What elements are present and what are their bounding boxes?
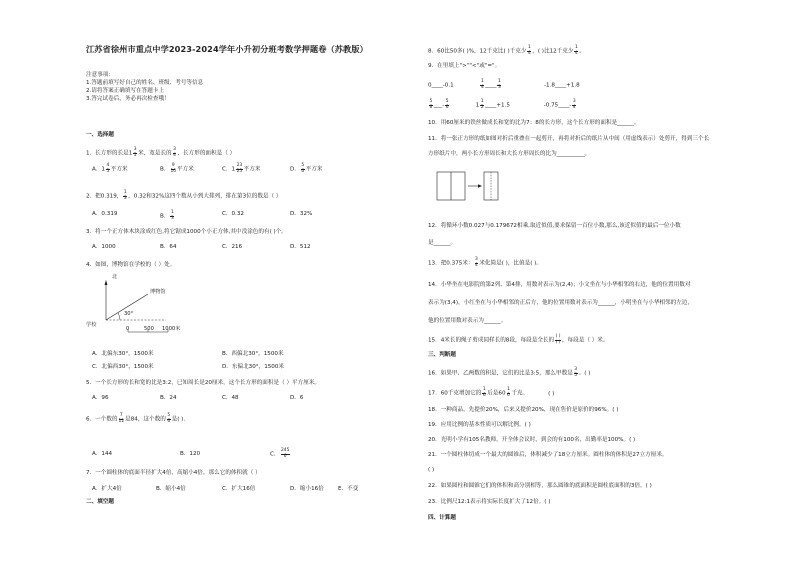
section-heading-fill: 二、填空题 — [86, 499, 114, 505]
question-21-line-2: ( ) — [428, 467, 435, 473]
question-2: 2．把0.319， $\frac{1}{3}$ ，0.32和32%这四个数从小到大排列，排在第3位的数是（ ） — [86, 190, 282, 201]
q7-option-d: D．缩小16倍 — [290, 486, 324, 492]
question-3: 3．将一个正方体木块涂成红色,将它锯成1000个小正方体,其中没涂色的有( )个。 — [86, 229, 287, 235]
arrow-right-icon — [478, 184, 482, 187]
q9-row-1: 0____-0.1 $\frac{1}{4}$ ____ $\frac{1}{3}$ -1.8____+1.8 — [428, 79, 580, 90]
question-14-line-2: 表示为(3,4)，小红坐在与小华相邻的正后方，他的位置用数对表示为______，小明坐在与小华相邻的左边， — [428, 300, 693, 306]
north-arrow-icon — [105, 280, 108, 285]
question-14-line-1: 14．小华坐在电影院的第2列、第4排，用数对表示为(2,4)；小文坐在与小华相邻的右边，他的位置用数对 — [428, 282, 691, 288]
q7-option-a: A．扩大4倍 — [92, 486, 122, 492]
q3-option-b: B．64 — [160, 244, 177, 250]
question-13: 13．把0.375米： $\frac{3}{4}$ 米化简是( )，比值是( )。 — [428, 257, 542, 268]
q11-fold-diagram — [436, 168, 520, 206]
question-5: 5．一个长方形的长和宽的比是3:2，已知周长是20厘米，这个长方形的面积是（ ）平方厘米。 — [86, 380, 321, 386]
q1-text: ，长方形的面积是（ ） — [177, 150, 236, 157]
section-heading-choice: 一、选择题 — [86, 132, 114, 138]
question-16: 16．如果甲、乙两数的积是，它们的比是3:5，那么甲数是 $\frac{3}{5}$ 。( ) — [428, 367, 591, 378]
question-15: 15．4米长的绳子剪成同样长的8段，每段是全长的 $\frac{( )}{( )}$ ，每段是（ ）米。 — [428, 334, 609, 345]
scale-label-1000: 1000米 — [162, 326, 181, 332]
notes-item: 2.请将答案正确填写在答题卡上 — [86, 88, 165, 94]
q4-option-c: C．北偏西30°，1500米 — [92, 364, 154, 370]
question-8: 8．60比50多( )%，12千克比( )千克少 $\frac{1}{4}$ ，( )比12千克少 $\frac{1}{4}$ 。 — [428, 45, 585, 56]
section-heading-judge: 三、判断题 — [428, 352, 456, 358]
question-6: 6．一个数的 $\frac{7}{12}$ 是84，这个数的 $\frac{5}{6}$ 是( ). — [86, 413, 186, 424]
q3-option-d: D．512 — [290, 244, 311, 250]
question-19: 19．应用比例的基本性质可以解比例。( ) — [428, 422, 531, 428]
q7-option-c: C．扩大16倍 — [222, 486, 256, 492]
question-12-line-1: 12．将循环小数0.027与0.179672相乘,取近似值,要求保留一百位小数,那么,该近似值的最后一位小数 — [428, 223, 681, 229]
question-18: 18．一种商品，先提价20%，后来又提价20%，现在售价是原价的96%。( ) — [428, 407, 619, 413]
q6-option-a: A．144 — [92, 451, 113, 457]
question-11-line-2: 方形纸片中，两小长方形周长和大长方形周长的比为__________。 — [428, 151, 591, 157]
question-20: 20．光明小学有105名教师，开全体会议时，到会的有100名，出勤率是100%。( ) — [428, 437, 636, 443]
q1-fraction: $\frac{3}{4}$ — [173, 147, 176, 158]
q9-row-2: $\frac{5}{6}$ ___- $\frac{5}{6}$ 1 $\frac{1}{2}$ ____+1.5 -0.75____- $\frac{3}{4}$ — [429, 99, 576, 110]
question-12-line-2: 是______。 — [428, 240, 456, 246]
scale-label-0: 0 — [126, 326, 130, 332]
museum-label: 博物馆 — [150, 289, 166, 295]
q1-option-c: C．1 $\frac{23}{25}$ 平方米 — [222, 163, 261, 174]
notes-item: 1.答题前填写好自己的姓名、班级、考号等信息 — [86, 80, 204, 86]
north-label: 北 — [112, 274, 118, 280]
angle-label: 30° — [124, 311, 134, 317]
question-11-line-1: 11．将一张正方形的纸如图对折后重叠在一起剪开，再将对折后的纸片从中间（用虚线表示）处剪开，得到三个长 — [428, 136, 710, 142]
question-14-line-3: 他的位置用数对表示为______。 — [428, 318, 507, 324]
q5-option-d: D．6 — [290, 395, 304, 401]
q5-option-a: A．96 — [92, 395, 109, 401]
q1-fraction: $\frac{3}{5}$ — [133, 147, 137, 158]
q1-text: 1．长方形的长是 — [86, 150, 129, 157]
q7-option-b: B．缩小4倍 — [156, 486, 186, 492]
q3-option-a: A．1000 — [92, 244, 116, 250]
q5-option-b: B．24 — [160, 395, 177, 401]
q3-option-c: C．216 — [222, 244, 243, 250]
q2-option-c: C．0.32 — [222, 211, 244, 217]
notes-item: 3.答完试卷后，务必再次检查哦！ — [86, 96, 170, 102]
q1-option-d: D． $\frac{5}{6}$ 平方米 — [290, 163, 323, 174]
question-7: 7．一个圆柱体的底面半径扩大4倍，高缩小4倍，那么它的体积就（ ） — [86, 470, 261, 476]
q1-text: 米，宽是长的 — [138, 150, 172, 157]
q5-option-c: C．48 — [222, 395, 239, 401]
question-22: 22．如果圆柱和圆锥它们的体积和高分别相等，那么圆锥的底面积是圆柱底面积的3倍。( ) — [428, 483, 652, 489]
page-title: 江苏省徐州市重点中学2023-2024学年小升初分班考数学押题卷（苏教版） — [86, 44, 368, 54]
question-9: 9．在里填上">""<"或"="。 — [428, 63, 501, 69]
school-label: 学校 — [86, 322, 97, 328]
q4-option-a: A．北偏东30°，1500米 — [92, 351, 154, 357]
q1-option-a: A．1 $\frac{4}{5}$ 平方米 — [92, 163, 128, 174]
q4-option-b: B．西偏北30°，1500米 — [222, 351, 284, 357]
q1-int: 1 — [128, 150, 133, 157]
question-21-line-1: 21．一个圆柱体切成一个最大的圆锥后，体积减少了18立方厘米。圆柱体的体积是27立方厘米。 — [428, 452, 668, 458]
notes-heading: 注意事项： — [86, 72, 114, 78]
q2-option-a: A．0.319 — [92, 211, 118, 217]
q2-option-b: B． $\frac{1}{3}$ — [160, 210, 174, 221]
scale-label-500: 500 — [144, 326, 154, 332]
q1-option-b: B． $\frac{9}{10}$ 平方米 — [160, 163, 194, 174]
angle-arc — [118, 313, 120, 320]
question-1 — [86, 148, 235, 158]
q2-option-d: D．32% — [290, 211, 313, 217]
q7-option-e: E．不变 — [338, 486, 359, 492]
q4-option-d: D．东偏北30°，1500米 — [222, 364, 285, 370]
q6-option-c: C． $\frac{245}{6}$ — [270, 448, 290, 459]
question-23: 23．比例尺12:1表示将实际长度扩大了12倍。( ) — [428, 499, 551, 505]
q6-option-b: B．120 — [180, 451, 201, 457]
question-17: 17．60千克增加它的 $\frac{1}{6}$ 后是60 $\frac{1}{6}$ 千克。 ( ) — [428, 387, 555, 398]
question-10: 10．用60厘米的铁丝做成长和宽的比为7：8的长方形，这个长方形的面积是______。 — [428, 120, 640, 126]
question-4: 4．如图，博物馆在学校的（ ）处。 — [86, 262, 176, 268]
section-heading-calc: 四、计算题 — [428, 515, 456, 521]
